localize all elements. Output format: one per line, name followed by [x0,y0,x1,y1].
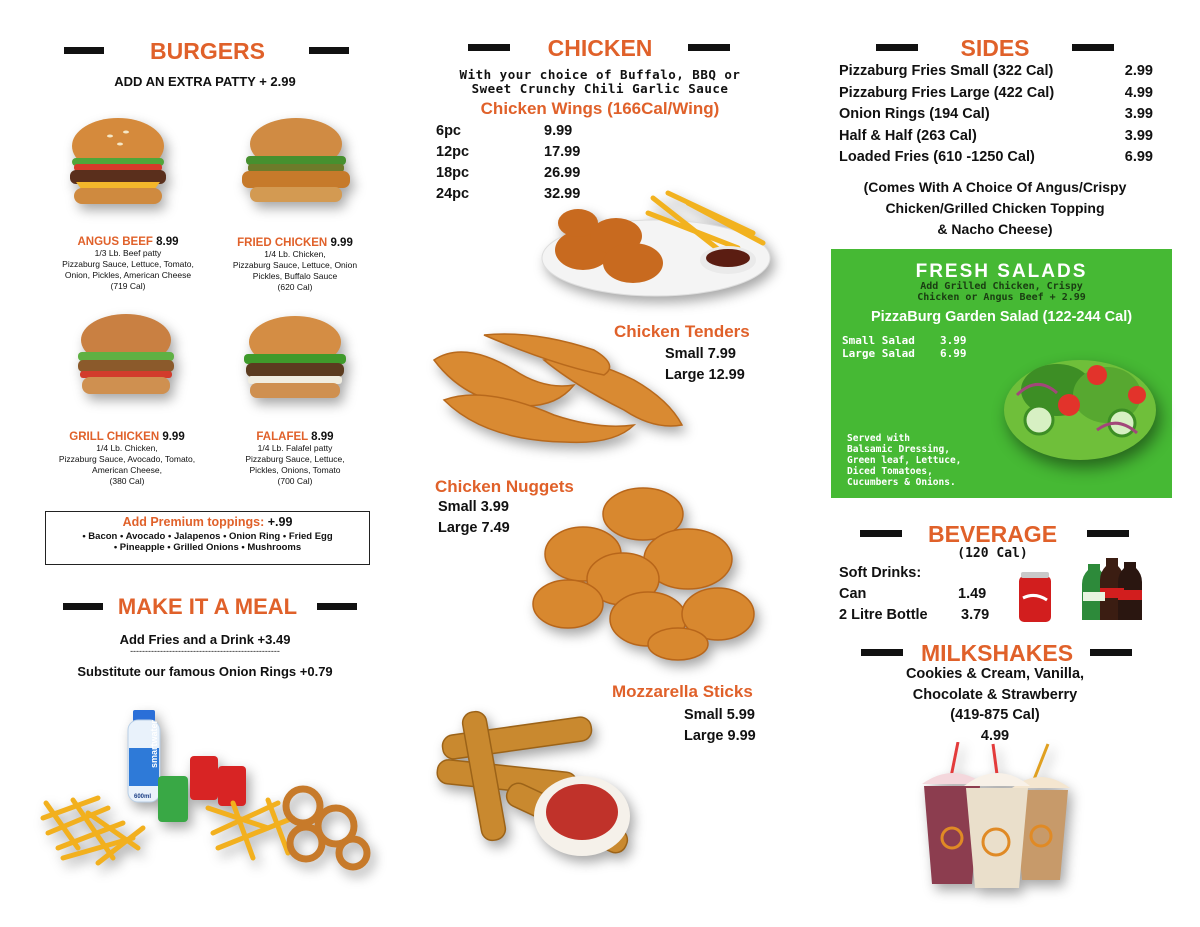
burger-description-line: Pizzaburg Sauce, Avocado, Tomato, [58,454,196,464]
fried-chicken-burger-image [236,116,356,208]
chicken-tenders-image [424,330,688,448]
burger-description-line: Pickles, Buffalo Sauce [252,271,338,281]
water-label: smartwater [149,719,159,768]
burger-description-line: 1/4 Lb. Falafel patty [257,443,333,453]
milkshakes-image [918,742,1076,888]
burger-calories: (700 Cal) [277,476,313,486]
chicken-title: CHICKEN [547,35,653,61]
burger-description-line: 1/4 Lb. Chicken, [264,249,326,259]
salads-add-note: Add Grilled Chicken, Crispy Chicken or Angus Beef + 2.99 [917,281,1086,303]
wings-title: Chicken Wings (166Cal/Wing) [480,99,720,118]
chicken-title-bar-left [468,44,510,51]
sides-row: Pizzaburg Fries Large (422 Cal) 4.99 [839,84,1153,101]
loaded-fries-note: (Comes With A Choice Of Angus/Crispy Chicken/Grilled Chicken Topping & Nacho Cheese) [863,179,1127,237]
premium-toppings-box [45,511,370,565]
wings-row: 6pc 9.99 [436,123,573,139]
tenders-large: Large 12.99 [665,367,745,383]
mozzarella-large: Large 9.99 [684,728,756,744]
toppings-label: Add Premium toppings: [122,515,265,529]
mozzarella-small: Small 5.99 [684,707,755,723]
soft-drinks-label: Soft Drinks: [839,565,922,581]
sides-row: Loaded Fries (610 -1250 Cal) 6.99 [839,149,1153,165]
milkshakes-title: MILKSHAKES [920,640,1074,666]
beverage-title-bar-left [860,530,902,537]
burger-price: 8.99 [311,431,334,443]
burger-calories: (620 Cal) [277,282,313,292]
grill-chicken-burger-image [68,312,184,404]
toppings-line: • Pineapple • Grilled Onions • Mushrooms [113,542,302,553]
coke-can-image [1017,572,1053,624]
chicken-title-bar-right [688,44,730,51]
meal-title-bar-left [63,603,103,610]
sides-row: Pizzaburg Fries Small (322 Cal) 2.99 [839,63,1153,79]
burger-price: 8.99 [156,236,179,248]
burger-item-fried-chicken [210,237,380,293]
soda-bottles-image [1082,552,1148,624]
sides-title-bar-left [876,44,918,51]
falafel-burger-image [236,314,354,404]
sauce-line: With your choice of Buffalo, BBQ or [459,67,741,82]
tenders-title: Chicken Tenders [614,322,750,341]
milkshakes-price: 4.99 [980,728,1010,744]
burger-name: FALAFEL [256,431,308,443]
mozzarella-sticks-image [432,706,644,888]
burger-description-line: Pizzaburg Sauce, Lettuce, [245,454,345,464]
burger-name: GRILL CHICKEN [69,431,160,443]
sauce-line: Sweet Crunchy Chili Garlic Sauce [471,81,729,96]
beverage-title: BEVERAGE [927,521,1058,547]
salad-large-row: Large Salad 6.99 [842,347,967,360]
burger-price: 9.99 [162,431,185,443]
mozzarella-title: Mozzarella Sticks [612,682,753,701]
wings-row: 18pc 26.99 [436,165,581,181]
burger-item-grill-chicken [42,431,212,487]
milkshakes-flavors: Cookies & Cream, Vanilla, Chocolate & Strawberry [905,666,1085,703]
nuggets-small: Small 3.99 [438,499,509,515]
burger-description-line: Pickles, Onions, Tomato [249,465,341,475]
burger-description-line: 1/4 Lb. Chicken, [96,443,158,453]
burger-description-line: Pizzaburg Sauce, Lettuce, Tomato, [62,259,194,269]
sides-row: Half & Half (263 Cal) 3.99 [839,127,1153,144]
chicken-sauce-note [420,68,780,96]
angus-beef-burger-image [62,116,174,214]
meal-divider: -------------------------------------------------- [130,646,280,656]
garden-salad-title: PizzaBurg Garden Salad (122-244 Cal) [870,309,1133,325]
burger-item-angus-beef [43,236,213,292]
garden-salad-image [997,335,1163,467]
wings-row: 12pc 17.99 [436,144,581,160]
meal-add-fries-drink: Add Fries and a Drink +3.49 [119,632,291,647]
meal-combo-image [38,708,373,876]
sides-title: SIDES [960,35,1030,61]
burger-calories: (380 Cal) [109,476,145,486]
milkshakes-title-bar-left [861,649,903,656]
milkshakes-calories: (419-875 Cal) [950,707,1040,723]
meal-substitute-rings: Substitute our famous Onion Rings +0.79 [77,664,333,679]
burger-name: FRIED CHICKEN [237,237,328,249]
salad-served-with: Served with Balsamic Dressing, Green leaf, Lettuce, Diced Tomatoes, Cucumbers & Onions. [847,433,962,488]
burgers-title-bar-left [64,47,104,54]
nuggets-large: Large 7.49 [438,520,510,536]
sides-row: Onion Rings (194 Cal) 3.99 [839,106,1153,122]
milkshakes-title-bar-right [1090,649,1132,656]
can-label: Can [839,586,867,602]
chicken-wings-image [538,188,774,300]
meal-title: MAKE IT A MEAL [117,594,298,619]
wings-row: 24pc 32.99 [436,186,581,202]
burger-name: ANGUS BEEF [77,236,153,248]
beverage-calories: (120 Cal) [957,546,1028,561]
bottle-label: 2 Litre Bottle [839,607,928,623]
beverage-title-bar-right [1087,530,1129,537]
can-price: 1.49 [958,586,987,602]
sides-list [839,63,1153,171]
bottle-price: 3.79 [961,607,990,623]
toppings-line: • Bacon • Avocado • Jalapenos • Onion Ring • Fried Egg [82,531,333,542]
sides-title-bar-right [1072,44,1114,51]
burger-calories: (719 Cal) [110,281,146,291]
burger-price: 9.99 [330,237,353,249]
burger-description-line: Onion, Pickles, American Cheese [64,270,192,280]
burgers-title-bar-right [309,47,349,54]
water-size: 600ml [134,794,152,800]
salad-small-row: Small Salad 3.99 [842,334,967,347]
burger-description-line: American Cheese, [92,465,162,475]
meal-title-bar-right [317,603,357,610]
toppings-price: +.99 [267,515,293,529]
salads-title: FRESH SALADS [915,261,1088,282]
burgers-title: BURGERS [149,38,265,64]
nuggets-title: Chicken Nuggets [435,477,574,496]
tenders-small: Small 7.99 [665,346,736,362]
burger-item-falafel [210,431,380,487]
extra-patty-note: ADD AN EXTRA PATTY + 2.99 [114,74,296,89]
burger-description-line: 1/3 Lb. Beef patty [94,248,162,258]
burger-description-line: Pizzaburg Sauce, Lettuce, Onion [232,260,358,270]
fresh-salads-box [831,249,1172,498]
chicken-nuggets-image [528,484,774,662]
